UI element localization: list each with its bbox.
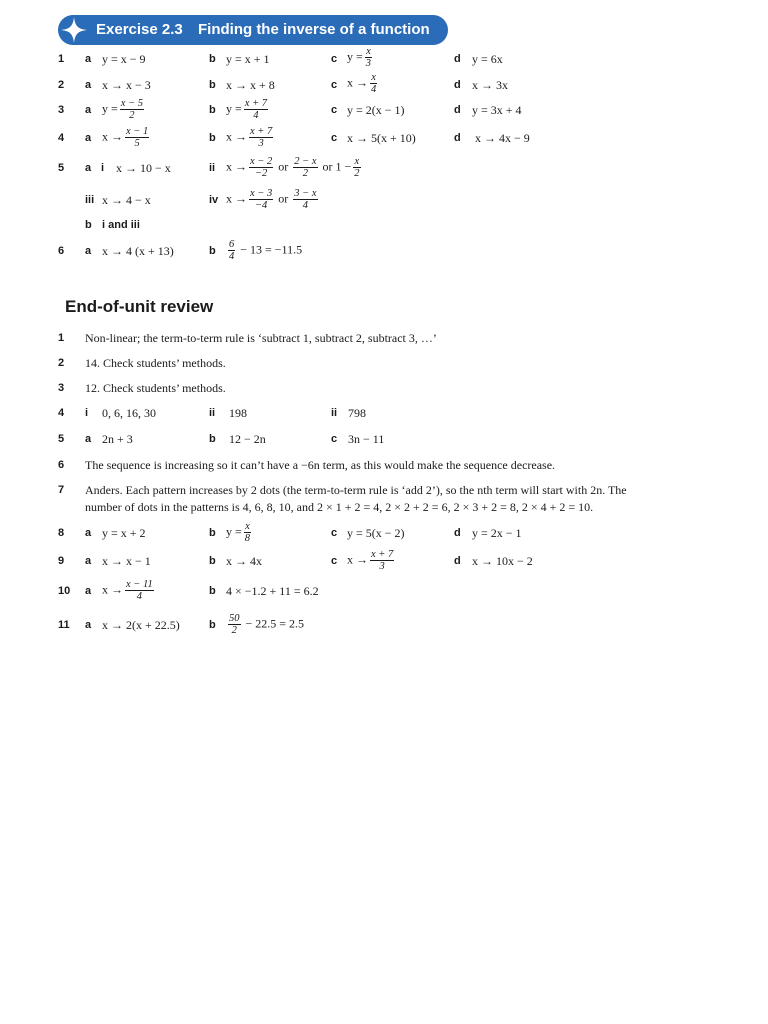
review-q11 <box>0 613 768 636</box>
part-label: a <box>85 132 92 144</box>
question-number: 3 <box>58 382 65 394</box>
part-label: b <box>209 132 216 144</box>
answer: x → x + 8 <box>226 78 275 92</box>
answer: x → $\frac{x - 2}{-2}$ or $\frac{2 - x}{2}$ or 1 − $\frac{x}{2}$ <box>226 156 360 179</box>
answer-line: Anders. Each pattern increases by 2 dots (the term-to-term rule is ‘add 2’), so the nth term will start with 2n. The <box>85 483 627 497</box>
answer: y = 5(x − 2) <box>347 526 405 540</box>
exercise-q6 <box>0 239 768 262</box>
answer: x → $\frac{x + 7}{3}$ <box>347 549 394 572</box>
question-number: 6 <box>58 459 65 471</box>
part-label: a <box>85 104 92 116</box>
answer: x → $\frac{x + 7}{3}$ <box>226 126 273 149</box>
part-label: c <box>331 555 338 567</box>
part-label: a <box>85 162 92 174</box>
part-label: b <box>209 555 216 567</box>
answer: x → 4 − x <box>102 193 151 207</box>
subpart-label: i <box>101 162 105 174</box>
answer: y = x + 1 <box>226 52 270 66</box>
question-number: 5 <box>58 162 65 174</box>
star-icon <box>60 16 88 44</box>
part-label: a <box>85 79 92 91</box>
answer: x → 5(x + 10) <box>347 131 416 145</box>
exercise-banner <box>58 15 448 45</box>
part-label: d <box>454 132 461 144</box>
subpart-label: iv <box>209 194 219 206</box>
answer: x → 4x <box>226 554 262 568</box>
subpart-label: iii <box>85 194 95 206</box>
part-label: b <box>209 433 216 445</box>
answer: y = 2x − 1 <box>472 526 522 540</box>
answer: Non-linear; the term-to-term rule is ‘subtract 1, subtract 2, subtract 3, …’ <box>85 331 437 345</box>
part-label: d <box>454 79 461 91</box>
part-label: b <box>209 53 216 65</box>
part-label: d <box>454 104 461 116</box>
part-label: b <box>209 104 216 116</box>
part-label: a <box>85 245 92 257</box>
answer: The sequence is increasing so it can’t have a −6n term, as this would make the sequence decrease. <box>85 458 556 472</box>
part-label: a <box>85 619 92 631</box>
answer: y = x + 2 <box>102 526 146 540</box>
review-q7-cont <box>0 498 768 516</box>
review-q9 <box>0 549 768 572</box>
part-label: a <box>85 433 92 445</box>
answer: y = $\frac{x}{3}$ <box>347 46 372 69</box>
review-q8 <box>0 521 768 544</box>
part-label: c <box>331 53 338 65</box>
exercise-q5-b <box>0 216 768 234</box>
question-number: 11 <box>58 619 70 631</box>
exercise-number: Exercise 2.3 <box>96 21 183 38</box>
part-label: a <box>85 527 92 539</box>
exercise-title: Finding the inverse of a function <box>198 21 430 38</box>
answer: y = $\frac{x}{8}$ <box>226 521 251 544</box>
question-number: 1 <box>58 332 65 344</box>
question-number: 7 <box>58 484 65 496</box>
question-number: 5 <box>58 433 65 445</box>
question-number: 10 <box>58 585 71 597</box>
answer: x → $\frac{x - 1}{5}$ <box>102 126 149 149</box>
review-q6 <box>0 456 768 474</box>
exercise-q5-cont <box>0 188 768 211</box>
answer: 14. Check students’ methods. <box>85 356 226 370</box>
answer: y = $\frac{x + 7}{4}$ <box>226 98 268 121</box>
review-q2 <box>0 354 768 372</box>
answer: y = $\frac{x - 5}{2}$ <box>102 98 144 121</box>
part-label: ii <box>331 407 338 419</box>
answer: x → $\frac{x - 3}{-4}$ or $\frac{3 - x}{4}$ <box>226 188 317 211</box>
answer: x → $\frac{x}{4}$ <box>347 72 377 95</box>
answer: 198 <box>229 406 247 420</box>
part-label: c <box>331 132 338 144</box>
answer: y = 6x <box>472 52 503 66</box>
answer: 4 × −1.2 + 11 = 6.2 <box>226 584 319 598</box>
answer: $\frac{50}{2}$ − 22.5 = 2.5 <box>229 613 305 636</box>
answer: y = 3x + 4 <box>472 103 522 117</box>
answer: x → x − 1 <box>102 554 151 568</box>
question-number: 6 <box>58 245 65 257</box>
exercise-q5 <box>0 156 768 179</box>
review-q5 <box>0 430 768 448</box>
part-label: a <box>85 585 92 597</box>
review-q10 <box>0 579 768 602</box>
review-q7 <box>0 481 768 499</box>
question-number: 3 <box>58 104 65 116</box>
answer: i and iii <box>102 219 140 231</box>
part-label: b <box>209 585 216 597</box>
answer: x → x − 3 <box>102 78 151 92</box>
part-label: d <box>454 527 461 539</box>
part-label: b <box>209 527 216 539</box>
answer: 2n + 3 <box>102 432 133 446</box>
answer: x → 2(x + 22.5) <box>102 618 180 632</box>
part-label: a <box>85 555 92 567</box>
part-label: b <box>209 79 216 91</box>
answer: $\frac{6}{4}$ − 13 = −11.5 <box>229 239 303 262</box>
part-label: b <box>209 245 216 257</box>
question-number: 9 <box>58 555 65 567</box>
review-q4 <box>0 404 768 422</box>
part-label: d <box>454 555 461 567</box>
question-number: 2 <box>58 79 65 91</box>
part-label: b <box>209 619 216 631</box>
answer: x → $\frac{x - 11}{4}$ <box>102 579 153 602</box>
part-label: a <box>85 53 92 65</box>
exercise-q4 <box>0 126 768 149</box>
part-label: ii <box>209 407 216 419</box>
answer: 12. Check students’ methods. <box>85 381 226 395</box>
part-label: c <box>331 104 338 116</box>
part-label: c <box>331 79 338 91</box>
question-number: 4 <box>58 407 65 419</box>
part-label: b <box>85 219 92 231</box>
answer: 12 − 2n <box>229 432 266 446</box>
exercise-q1 <box>0 46 768 69</box>
answer: 798 <box>348 406 366 420</box>
question-number: 2 <box>58 357 65 369</box>
exercise-q2 <box>0 72 768 95</box>
question-number: 4 <box>58 132 65 144</box>
section-heading: End-of-unit review <box>65 297 214 316</box>
part-label: d <box>454 53 461 65</box>
review-q3 <box>0 379 768 397</box>
review-q1 <box>0 329 768 347</box>
answer: x → 4x − 9 <box>475 131 530 145</box>
question-number: 1 <box>58 53 65 65</box>
answer: 0, 6, 16, 30 <box>102 406 156 420</box>
answer: x → 3x <box>472 78 508 92</box>
question-number: 8 <box>58 527 65 539</box>
exercise-q3 <box>0 98 768 121</box>
part-label: c <box>331 433 338 445</box>
subpart-label: ii <box>209 162 216 174</box>
answer: x → 4 (x + 13) <box>102 244 174 258</box>
answer: x → 10x − 2 <box>472 554 533 568</box>
answer: 3n − 11 <box>348 432 385 446</box>
answer-line: number of dots in the patterns is 4, 6, 8, 10, and 2 × 1 + 2 = 4, 2 × 2 + 2 = 6, 2 × 3 + 2 = 8, 2 × 4 + 2 = 10. <box>85 500 594 514</box>
answer: y = x − 9 <box>102 52 146 66</box>
answer: y = 2(x − 1) <box>347 103 405 117</box>
part-label: i <box>85 407 89 419</box>
answer: x → 10 − x <box>116 161 171 175</box>
part-label: c <box>331 527 338 539</box>
